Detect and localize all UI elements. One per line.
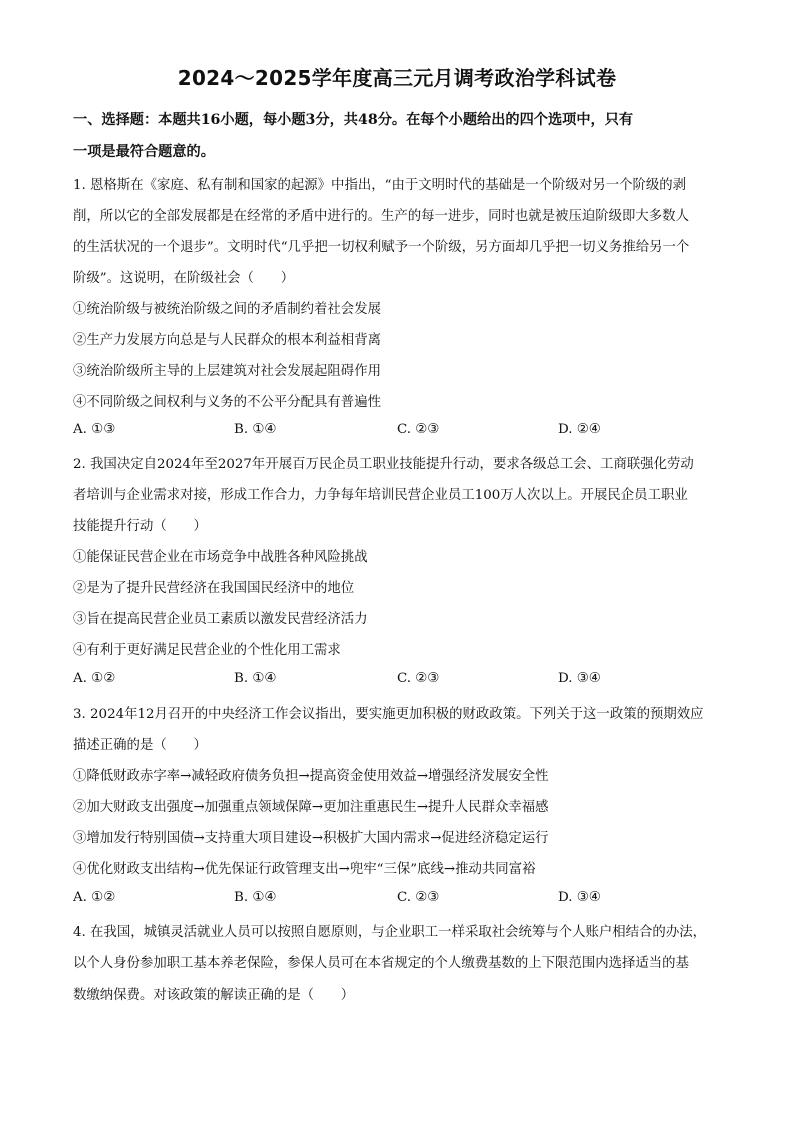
question-stem-line: 的生活状况的一个退步”。文明时代“几乎把一切权利赋予一个阶级，另方面却几乎把一切义务推给另一个	[73, 240, 690, 255]
statement: ②加大财政支出强度→加强重点领域保障→更加注重惠民生→提升人民群众幸福感	[73, 800, 549, 815]
option-b: B. ①④	[234, 422, 277, 437]
statement: ①能保证民营企业在市场竞争中战胜各种风险挑战	[73, 550, 368, 565]
question-stem-line: 技能提升行动（ ）	[73, 519, 207, 534]
option-a: A. ①②	[73, 671, 116, 686]
section-heading-line-2: 一项是最符合题意的。	[73, 144, 215, 160]
question-stem-line: 者培训与企业需求对接，形成工作合力，力争每年培训民营企业员工100万人次以上。开展民企员工职业	[73, 488, 688, 503]
question-stem-line: 3. 2024年12月召开的中央经济工作会议指出，要实施更加积极的财政政策。下列关于这一政策的预期效应	[73, 707, 704, 722]
option-d: D. ③④	[558, 890, 601, 905]
statement: ④有利于更好满足民营企业的个性化用工需求	[73, 643, 341, 658]
option-c: C. ②③	[397, 422, 440, 437]
question-stem-line: 4. 在我国，城镇灵活就业人员可以按照自愿原则，与企业职工一样采取社会统筹与个人账户相结合的办法，	[73, 925, 706, 940]
option-a: A. ①③	[73, 422, 116, 437]
option-c: C. ②③	[397, 671, 440, 686]
statement: ①降低财政赤字率→减轻政府债务负担→提高资金使用效益→增强经济发展安全性	[73, 769, 549, 784]
question-stem-line: 2. 我国决定自2024年至2027年开展百万民企员工职业技能提升行动，要求各级总工会、工商联强化劳动	[73, 457, 694, 472]
option-d: D. ②④	[558, 422, 601, 437]
statement: ②生产力发展方向总是与人民群众的根本利益相背离	[73, 333, 381, 348]
option-a: A. ①②	[73, 890, 116, 905]
statement: ③增加发行特别国债→支持重大项目建设→积极扩大国内需求→促进经济稳定运行	[73, 831, 549, 846]
question-stem-line: 以个人身份参加职工基本养老保险，参保人员可在本省规定的个人缴费基数的上下限范围内选择适当的基	[73, 956, 689, 971]
option-b: B. ①④	[234, 890, 277, 905]
statement: ②是为了提升民营经济在我国国民经济中的地位	[73, 581, 355, 596]
option-b: B. ①④	[234, 671, 277, 686]
option-d: D. ③④	[558, 671, 601, 686]
statement: ④优化财政支出结构→优先保证行政管理支出→兜牢“三保”底线→推动共同富裕	[73, 862, 536, 877]
statement: ④不同阶级之间权利与义务的不公平分配具有普遍性	[73, 395, 381, 410]
question-stem-line: 描述正确的是（ ）	[73, 738, 207, 753]
question-stem-line: 阶级”。这说明，在阶级社会（ ）	[73, 271, 295, 286]
statement: ③统治阶级所主导的上层建筑对社会发展起阻碍作用	[73, 364, 381, 379]
question-stem-line: 1. 恩格斯在《家庭、私有制和国家的起源》中指出，“由于文明时代的基础是一个阶级对另一个阶级的剥	[73, 178, 687, 193]
option-c: C. ②③	[397, 890, 440, 905]
question-stem-line: 数缴纳保费。对该政策的解读正确的是（ ）	[73, 988, 355, 1003]
section-heading-line-1: 一、选择题：本题共16小题，每小题3分，共48分。在每个小题给出的四个选项中，只有	[73, 112, 634, 128]
statement: ①统治阶级与被统治阶级之间的矛盾制约着社会发展	[73, 302, 381, 317]
question-stem-line: 削，所以它的全部发展都是在经常的矛盾中进行的。生产的每一进步，同时也就是被压迫阶级即大多数人	[73, 209, 689, 224]
statement: ③旨在提高民营企业员工素质以激发民营经济活力	[73, 612, 368, 627]
exam-title: 2024～2025学年度高三元月调考政治学科试卷	[177, 66, 617, 90]
